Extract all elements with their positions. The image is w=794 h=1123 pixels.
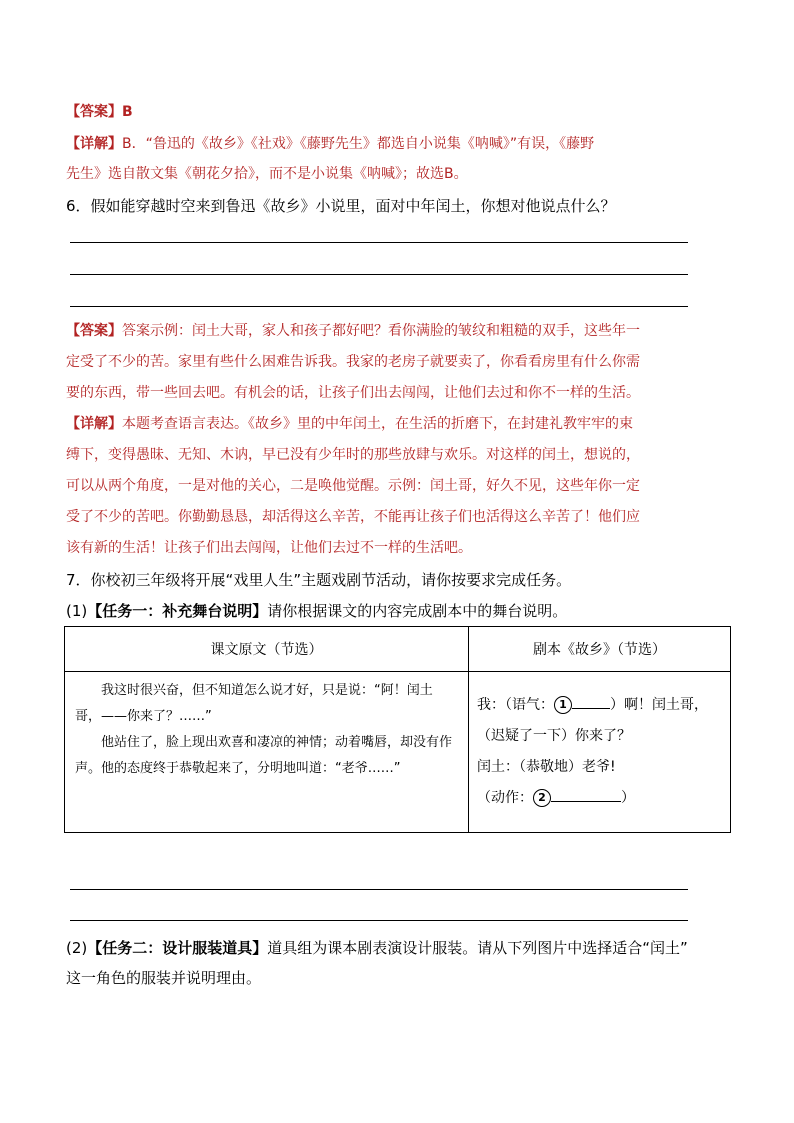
script-text-cell (469, 672, 731, 833)
answer-label: 【答案】 (66, 323, 122, 339)
table-row (65, 672, 731, 833)
answer-label: 【答案】 (66, 104, 122, 120)
task-1-title: 【任务一：补充舞台说明】 (87, 602, 268, 620)
detail-6-line-5: 该有新的生活！让孩子们出去闯闯，让他们去过不一样的生活吧。 (66, 540, 472, 556)
answer-line (70, 274, 688, 275)
table-header-original: 课文原文（节选） (65, 627, 469, 672)
answer-5 (66, 102, 133, 122)
table-header-row (65, 627, 731, 672)
task-2-line-2: 这一角色的服装并说明理由。 (66, 969, 262, 987)
detail-text: B．“鲁迅的《故乡》《社戏》《藤野先生》都选自小说集《呐喊》”有误，《藤野 (122, 136, 595, 152)
answer-line (70, 306, 688, 307)
question-6: 6．假如能穿越时空来到鲁迅《故乡》小说里，面对中年闰土，你想对他说点什么？ (66, 197, 616, 215)
script-line-3: 闰土：（恭敬地）老爷! (477, 759, 616, 775)
detail-5-line-2: 先生》选自散文集《朝花夕拾》，而不是小说集《呐喊》；故选B。 (66, 166, 468, 182)
script-text: 我：（语气： (477, 697, 554, 713)
task-2-title: 【任务二：设计服装道具】 (87, 939, 268, 957)
task-1-number: (1) (66, 602, 88, 620)
detail-6-line-3: 可以从两个角度，一是对他的关心，二是唤他觉醒。示例：闰土哥，好久不见，这些年你一定 (66, 478, 640, 494)
original-paragraph-1: 我这时很兴奋，但不知道怎么说才好，只是说：“阿！闰土哥，——你来了？……” (75, 683, 433, 724)
fill-blank-2[interactable] (551, 787, 621, 802)
detail-6-line-1 (66, 414, 633, 434)
answer-6-line-1 (66, 321, 640, 341)
task-1-heading (66, 601, 567, 621)
detail-5-line-1 (66, 134, 594, 154)
script-line-2: （迟疑了一下）你来了？ (477, 728, 631, 744)
blank-number-2: 2 (533, 789, 551, 807)
answer-line (70, 920, 688, 921)
detail-text: 本题考查语言表达。《故乡》里的中年闰土，在生活的折磨下，在封建礼教牢牢的束 (122, 416, 633, 432)
blank-number-1: 1 (554, 696, 572, 714)
detail-6-line-2: 缚下，变得愚昧、无知、木讷，早已没有少年时的那些放肆与欢乐。对这样的闰土，想说的， (66, 447, 640, 463)
task-2-number: (2) (66, 939, 88, 957)
script-line-4 (477, 783, 724, 814)
fill-blank-1[interactable] (572, 694, 610, 709)
detail-6-line-4: 受了不少的苦吧。你勤勤恳恳，却活得这么辛苦，不能再让孩子们也活得这么辛苦了！他们应 (66, 509, 640, 525)
answer-value: B (122, 104, 133, 120)
answer-line (70, 889, 688, 890)
table-header-script: 剧本《故乡》（节选） (469, 627, 731, 672)
task-2-heading (66, 938, 688, 958)
answer-text: 答案示例：闰土大哥，家人和孩子都好吧？看你满脸的皱纹和粗糙的双手，这些年一 (122, 323, 640, 339)
detail-label: 【详解】 (66, 416, 122, 432)
task-2-text: 道具组为课本剧表演设计服装。请从下列图片中选择适合“闰土” (267, 939, 688, 957)
script-text: ）啊！闰土哥， (610, 697, 708, 713)
comparison-table (64, 626, 731, 833)
script-line-1 (477, 690, 724, 721)
original-text-cell (65, 672, 469, 833)
detail-label: 【详解】 (66, 136, 122, 152)
answer-6-line-2: 定受了不少的苦。家里有些什么困难告诉我。我家的老房子就要卖了，你看看房里有什么你需 (66, 354, 640, 370)
script-text: （动作： (477, 790, 533, 806)
question-7: 7．你校初三年级将开展“戏里人生”主题戏剧节活动，请你按要求完成任务。 (66, 571, 572, 589)
original-paragraph-2: 他站住了，脸上现出欢喜和凄凉的神情；动着嘴唇，却没有作声。他的态度终于恭敬起来了，分明地叫道：“老爷……” (75, 735, 453, 776)
answer-line (70, 242, 688, 243)
task-1-text: 请你根据课文的内容完成剧本中的舞台说明。 (267, 602, 568, 620)
answer-6-line-3: 要的东西，带一些回去吧。有机会的话，让孩子们出去闯闯，让他们去过和你不一样的生活。 (66, 385, 640, 401)
script-text: ） (621, 790, 635, 806)
